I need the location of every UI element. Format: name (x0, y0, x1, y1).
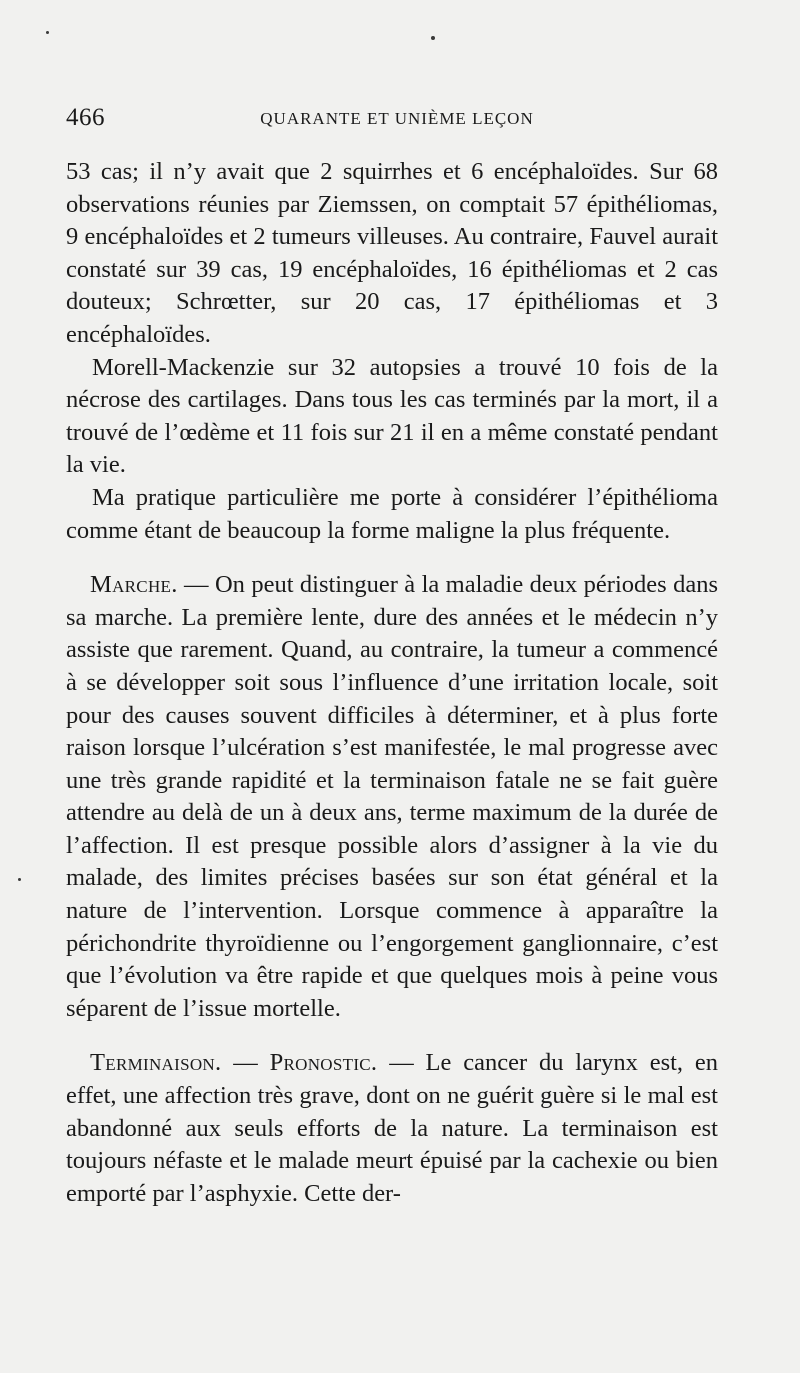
ink-speck (18, 878, 21, 881)
section-terminaison-pronostic (66, 1047, 718, 1210)
body-text (66, 156, 718, 1210)
section-heading-terminaison: Terminaison. (90, 1049, 222, 1077)
page-number: 466 (66, 104, 105, 131)
running-title: QUARANTE ET UNIÈME LEÇON (260, 109, 534, 128)
section-text-marche: — On peut distinguer à la maladie deux périodes dans sa marche. La première lente, dure des années et le médecin n’y assiste que rarement. Quand, au contraire, la tumeur a commencé à se développer soit sous l’influence d’une irritation locale, soit pour des causes souvent difficiles à déterminer, et à plus forte raison lorsque l’ulcération s’est manifestée, le mal progresse avec une très grande rapidité et la terminaison fatale ne se fait guère attendre au delà de un à deux ans, terme maximum de la durée de l’affection. Il est presque possible alors d’assigner à la vie du malade, des limites précises basées sur son état général et la nature de l’intervention. Lorsque commence à apparaître la périchondrite thyroïdienne ou l’engorgement ganglionnaire, c’est que l’évolution va être rapide et que quelques mois à peine vous séparent de l’issue mortelle. (66, 571, 718, 1022)
paragraph-personal-practice: Ma pratique particulière me porte à considérer l’épithélioma comme étant de beaucoup la forme maligne la plus fréquente. (66, 483, 718, 544)
paragraph-morell-mackenzie: Morell-Mackenzie sur 32 autopsies a trouvé 10 fois de la nécrose des cartilages. Dans tous les cas terminés par la mort, il a trouvé de l’œdème et 11 fois sur 21 il en a même constaté pendant la vie. (66, 353, 718, 479)
page-header (66, 104, 728, 134)
paragraph-case-statistics: 53 cas; il n’y avait que 2 squirrhes et 6 encéphaloïdes. Sur 68 observations réunies par Ziemssen, on comptait 57 épithéliomas, 9 encéphaloïdes et 2 tumeurs villeuses. Au contraire, Fauvel aurait constaté sur 39 cas, 19 encéphaloïdes, 16 épithéliomas et 2 cas douteux; Schrœtter, sur 20 cas, 17 épithéliomas et 3 encéphaloïdes. (66, 158, 718, 348)
section-heading-marche: Marche. (90, 571, 178, 599)
ink-speck (431, 36, 435, 40)
heading-separator: — (221, 1049, 270, 1077)
ink-speck (46, 31, 49, 34)
section-heading-pronostic: Pronostic. (269, 1049, 378, 1077)
section-text-terminaison: — Le cancer du larynx est, en effet, une affection très grave, dont on ne guérit guère si le mal est abandonné aux seuls efforts de la nature. La terminaison est toujours néfaste et le malade meurt épuisé par la cachexie ou bien emporté par l’asphyxie. Cette der- (66, 1049, 718, 1207)
section-marche (66, 569, 718, 1025)
